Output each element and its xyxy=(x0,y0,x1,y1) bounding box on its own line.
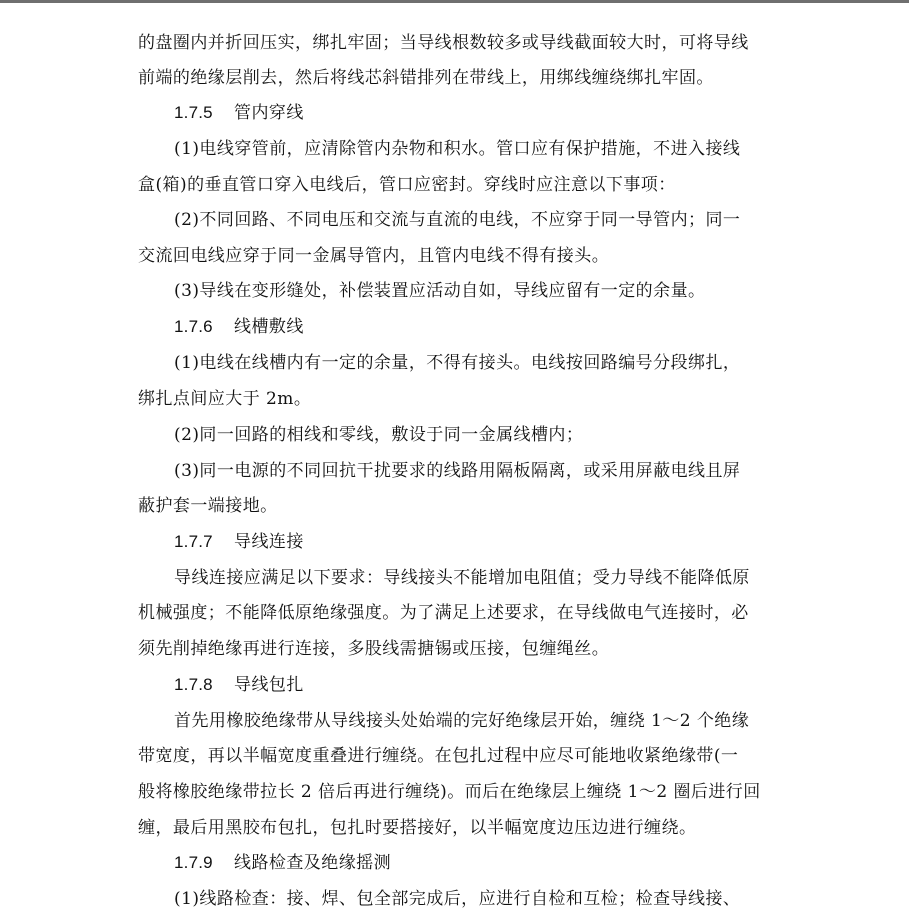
paragraph-line: 前端的绝缘层削去，然后将线芯斜错排列在带线上，用绑线缠绕绑扎牢固。 xyxy=(138,68,714,88)
section-title: 线路检查及绝缘摇测 xyxy=(234,853,392,873)
section-heading-1-7-5 xyxy=(174,102,814,124)
section-title: 线槽敷线 xyxy=(234,317,304,337)
section-heading-1-7-8 xyxy=(174,674,814,696)
paragraph-line: (1)电线穿管前，应清除管内杂物和积水。管口应有保护措施，不进入接线 xyxy=(174,139,741,159)
section-heading-1-7-9 xyxy=(174,852,814,874)
section-number: 1.7.7 xyxy=(174,532,213,551)
paragraph-line: (3)导线在变形缝处，补偿装置应活动自如，导线应留有一定的余量。 xyxy=(174,281,706,301)
section-number: 1.7.6 xyxy=(174,317,213,336)
paragraph-line: 交流回电线应穿于同一金属导管内，且管内电线不得有接头。 xyxy=(138,246,610,266)
paragraph-line: 须先削掉绝缘再进行连接，多股线需搪锡或压接，包缠绳丝。 xyxy=(138,639,610,659)
paragraph-line: (1)线路检查：接、焊、包全部完成后，应进行自检和互检；检查导线接、 xyxy=(174,889,741,909)
section-heading-1-7-7 xyxy=(174,531,814,553)
paragraph-line: 绑扎点间应大于 2m。 xyxy=(138,389,312,409)
section-title: 导线连接 xyxy=(234,532,304,552)
paragraph-line: 导线连接应满足以下要求：导线接头不能增加电阻值；受力导线不能降低原 xyxy=(174,568,750,588)
section-title: 管内穿线 xyxy=(234,103,304,123)
paragraph-line: 带宽度，再以半幅宽度重叠进行缠绕。在包扎过程中应尽可能地收紧绝缘带(一 xyxy=(138,746,739,766)
paragraph-line: (3)同一电源的不同回抗干扰要求的线路用隔板隔离，或采用屏蔽电线且屏 xyxy=(174,461,741,481)
paragraph-line: 盒(箱)的垂直管口穿入电线后，管口应密封。穿线时应注意以下事项： xyxy=(138,175,676,195)
section-heading-1-7-6 xyxy=(174,316,814,338)
paragraph-line: 机械强度；不能降低原绝缘强度。为了满足上述要求，在导线做电气连接时，必 xyxy=(138,603,749,623)
paragraph-line: 首先用橡胶绝缘带从导线接头处始端的完好绝缘层开始，缠绕 1～2 个绝缘 xyxy=(174,711,750,731)
section-title: 导线包扎 xyxy=(234,675,304,695)
paragraph-line: (1)电线在线槽内有一定的余量，不得有接头。电线按回路编号分段绑扎， xyxy=(174,353,741,373)
paragraph-line: 般将橡胶绝缘带拉长 2 倍后再进行缠绕)。而后在绝缘层上缠绕 1～2 圈后进行回 xyxy=(138,782,761,802)
section-number: 1.7.9 xyxy=(174,853,213,872)
section-number: 1.7.8 xyxy=(174,675,213,694)
paragraph-line: 缠，最后用黑胶布包扎，包扎时要搭接好，以半幅宽度边压边进行缠绕。 xyxy=(138,818,697,838)
paragraph-line: 的盘圈内并折回压实，绑扎牢固；当导线根数较多或导线截面较大时，可将导线 xyxy=(138,33,749,53)
paragraph-line: (2)同一回路的相线和零线，敷设于同一金属线槽内； xyxy=(174,425,584,445)
paragraph-line: 蔽护套一端接地。 xyxy=(138,496,278,516)
section-number: 1.7.5 xyxy=(174,103,213,122)
paragraph-line: (2)不同回路、不同电压和交流与直流的电线，不应穿于同一导管内；同一 xyxy=(174,210,741,230)
